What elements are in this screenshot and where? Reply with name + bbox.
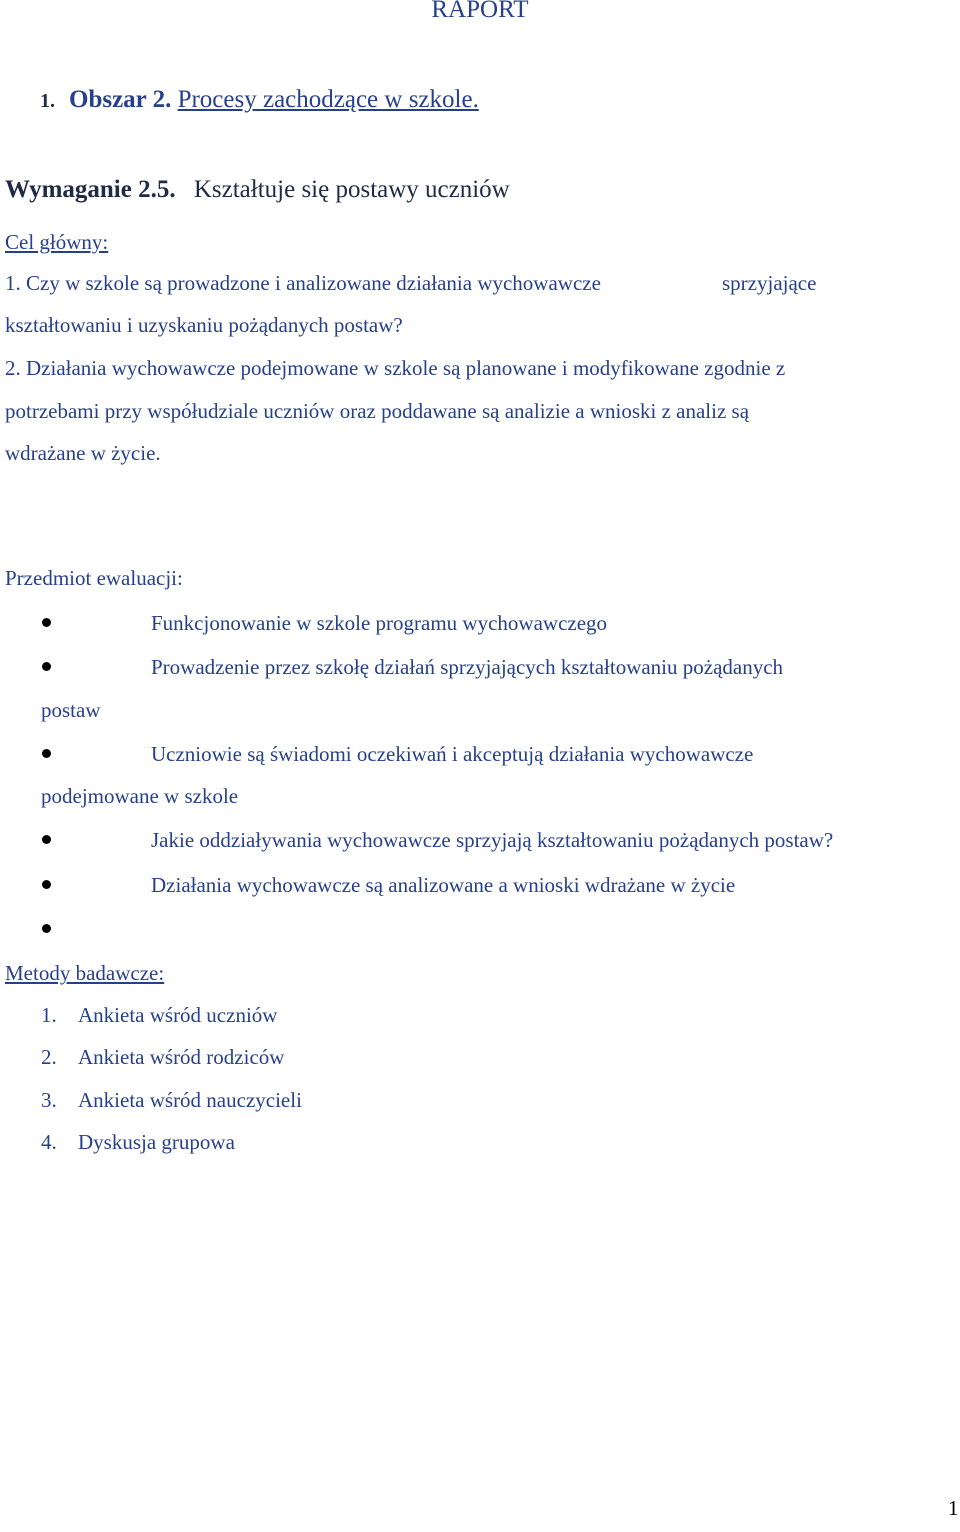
goal-q2-line1: 2. Działania wychowawcze podejmowane w szkole są planowane i modyfikowane zgodnie z xyxy=(5,356,786,380)
bullet-icon xyxy=(42,749,51,758)
requirement-heading xyxy=(5,176,510,204)
bullet-icon xyxy=(42,880,51,889)
bullet-icon xyxy=(42,835,51,844)
goal-q1-line2: kształtowaniu i uzyskaniu pożądanych postaw? xyxy=(5,313,403,337)
method-number: 4. xyxy=(41,1130,57,1154)
method-item-1: Ankieta wśród uczniów xyxy=(78,1003,278,1027)
subject-item-1: Funkcjonowanie w szkole programu wychowawczego xyxy=(151,611,608,635)
bullet-icon xyxy=(42,924,51,933)
method-number: 1. xyxy=(41,1003,57,1027)
bullet-icon xyxy=(42,618,51,627)
subject-item-4: Jakie oddziaływania wychowawcze sprzyjają kształtowaniu pożądanych postaw? xyxy=(151,828,834,852)
subject-item-2-cont: postaw xyxy=(41,698,101,722)
requirement-label: Wymaganie 2.5. xyxy=(5,176,176,203)
goal-q1-line1: 1. Czy w szkole są prowadzone i analizowane działania wychowawcze xyxy=(5,271,601,295)
page-title: RAPORT xyxy=(431,0,529,23)
subject-item-3-cont: podejmowane w szkole xyxy=(41,784,239,808)
goal-q2-line3: wdrażane w życie. xyxy=(5,441,161,465)
subject-item-3: Uczniowie są świadomi oczekiwań i akceptują działania wychowawcze xyxy=(151,742,754,766)
section-heading xyxy=(40,86,479,114)
requirement-text: Kształtuje się postawy uczniów xyxy=(193,176,510,203)
subject-item-5: Działania wychowawcze są analizowane a wnioski wdrażane w życie xyxy=(151,873,736,897)
subject-item-2: Prowadzenie przez szkołę działań sprzyjających kształtowaniu pożądanych xyxy=(151,655,784,679)
section-number: 1. xyxy=(40,90,55,112)
subject-label: Przedmiot ewaluacji: xyxy=(5,566,183,590)
section-area-title: Procesy zachodzące w szkole. xyxy=(177,86,479,113)
goal-label: Cel główny: xyxy=(5,230,109,254)
method-number: 2. xyxy=(41,1045,57,1069)
methods-label: Metody badawcze: xyxy=(5,961,165,985)
page-number: 1 xyxy=(948,1496,959,1520)
goal-q1-line1-end: sprzyjające xyxy=(722,271,817,295)
method-item-2: Ankieta wśród rodziców xyxy=(78,1045,285,1069)
bullet-icon xyxy=(42,662,51,671)
section-area-bold: Obszar 2. xyxy=(69,86,172,113)
method-item-4: Dyskusja grupowa xyxy=(78,1130,235,1154)
goal-q2-line2: potrzebami przy współudziale uczniów oraz poddawane są analizie a wnioski z analiz są xyxy=(5,399,750,423)
method-item-3: Ankieta wśród nauczycieli xyxy=(78,1088,302,1112)
method-number: 3. xyxy=(41,1088,57,1112)
